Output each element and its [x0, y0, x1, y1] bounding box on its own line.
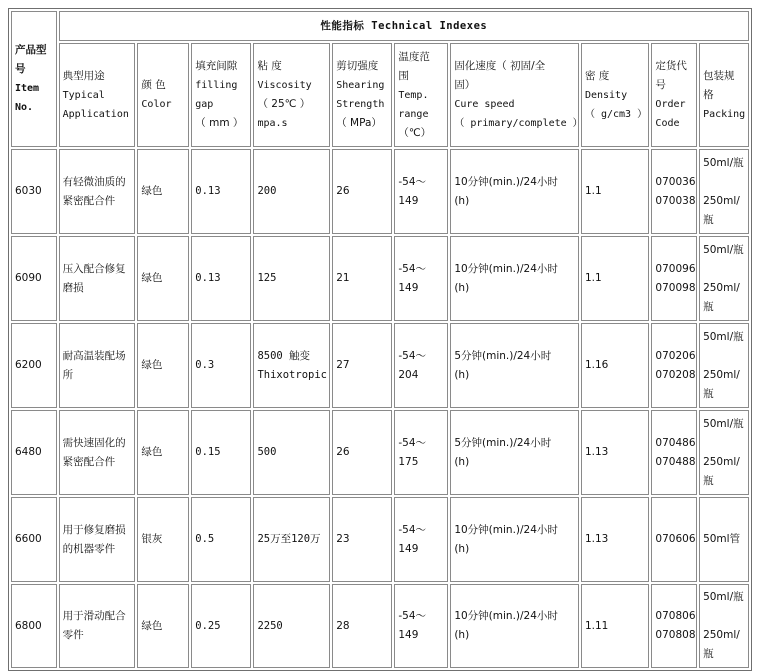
header-row: [11, 43, 749, 147]
cell-packing-line: 瓶: [703, 387, 714, 400]
cell-color: 绿色: [137, 323, 189, 408]
cell-temp-range-line: -54～: [398, 436, 427, 449]
cell-order-code-line: 070486: [655, 436, 696, 449]
cell-temp-range-line: -54～: [398, 349, 427, 362]
cell-filling-gap: 0.15: [191, 410, 251, 495]
header-viscosity: 粘 度 Viscosity （ 25℃ ） mpa.s: [253, 43, 330, 147]
technical-indexes-table: [8, 8, 752, 671]
cell-cure-speed-line: (h): [454, 542, 470, 555]
header-density: 密 度 Density （ g/cm3 ）: [581, 43, 649, 147]
table-row: [11, 410, 749, 495]
cell-density: 1.1: [581, 149, 649, 234]
cell-density: 1.11: [581, 584, 649, 668]
cell-packing-line: 瓶: [703, 474, 714, 487]
header-temp-range: 温度范 围 Temp. range （℃）: [394, 43, 448, 147]
cell-cure-speed-line: (h): [454, 629, 470, 641]
cell-packing-spacer: [703, 347, 745, 366]
cell-item-no: 6600: [11, 497, 57, 582]
cell-shearing-strength: 27: [332, 323, 392, 408]
cell-temp-range: [394, 323, 448, 408]
cell-packing: [699, 584, 749, 668]
cell-packing-line: 250ml/: [703, 368, 740, 381]
header-packing: 包装规 格 Packing: [699, 43, 749, 147]
cell-packing: [699, 236, 749, 321]
cell-temp-range-line: 175: [398, 455, 419, 468]
cell-temp-range: [394, 410, 448, 495]
cell-packing: [699, 323, 749, 408]
cell-color: 绿色: [137, 410, 189, 495]
cell-temp-range-line: -54～: [398, 175, 427, 188]
cell-packing-spacer: [703, 173, 745, 192]
header-item-no: 产品型 号 Item No.: [11, 11, 57, 147]
cell-shearing-strength: 26: [332, 149, 392, 234]
cell-order-code-line: 070098: [655, 281, 696, 294]
table-row: [11, 236, 749, 321]
cell-cure-speed: [450, 149, 579, 234]
cell-packing-line: 瓶: [703, 213, 714, 226]
header-shearing-strength: 剪切强度 Shearing Strength （ MPa）: [332, 43, 392, 147]
cell-density: 1.1: [581, 236, 649, 321]
cell-temp-range-line: 149: [398, 542, 419, 555]
table-row: [11, 149, 749, 234]
cell-order-code-line: 070038: [655, 194, 696, 207]
cell-packing-line: 50ml/瓶: [703, 243, 744, 256]
cell-cure-speed-line: 5分钟(min.)/24小时: [454, 436, 552, 449]
cell-packing-line: 50ml/瓶: [703, 156, 744, 169]
cell-temp-range-line: -54～: [398, 610, 427, 622]
cell-temp-range-line: 149: [398, 194, 419, 207]
cell-application: 耐高温装配场所: [59, 323, 136, 408]
cell-cure-speed-line: 10分钟(min.)/24小时: [454, 523, 558, 536]
header-cure-speed: 固化速度（ 初固/全 固） Cure speed （ primary/complete ）: [450, 43, 579, 147]
cell-order-code: [651, 584, 697, 668]
cell-temp-range-line: 149: [398, 629, 419, 641]
table-row: [11, 584, 749, 668]
cell-packing-line: 250ml/: [703, 194, 740, 207]
cell-packing-line: 瓶: [703, 648, 714, 660]
cell-temp-range-line: -54～: [398, 523, 427, 536]
cell-application: 用于滑动配合零件: [59, 584, 136, 668]
cell-application: 有轻微油质的紧密配合件: [59, 149, 136, 234]
cell-cure-speed: [450, 410, 579, 495]
cell-packing-line: 50ml管: [703, 533, 741, 545]
cell-packing-spacer: [703, 434, 745, 453]
cell-item-no: 6200: [11, 323, 57, 408]
cell-order-code: [651, 323, 697, 408]
header-filling-gap: 填充间隙 filling gap （ mm ）: [191, 43, 251, 147]
cell-viscosity: 25万至120万: [253, 497, 330, 582]
header-color: 颜 色 Color: [137, 43, 189, 147]
cell-temp-range: [394, 584, 448, 668]
cell-viscosity: 125: [253, 236, 330, 321]
cell-order-code: [651, 236, 697, 321]
cell-color: 银灰: [137, 497, 189, 582]
cell-cure-speed-line: (h): [454, 368, 470, 381]
cell-application: 压入配合修复磨损: [59, 236, 136, 321]
cell-color: 绿色: [137, 584, 189, 668]
cell-cure-speed-line: 10分钟(min.)/24小时: [454, 262, 558, 275]
cell-packing-line: 50ml/瓶: [703, 330, 744, 343]
cell-filling-gap: 0.3: [191, 323, 251, 408]
cell-packing-line: 50ml/瓶: [703, 417, 744, 430]
table-row: [11, 497, 749, 582]
cell-cure-speed: [450, 236, 579, 321]
cell-color: 绿色: [137, 236, 189, 321]
cell-color: 绿色: [137, 149, 189, 234]
cell-density: 1.13: [581, 497, 649, 582]
cell-packing: [699, 149, 749, 234]
cell-item-no: 6480: [11, 410, 57, 495]
cell-shearing-strength: 28: [332, 584, 392, 668]
cell-item-no: 6090: [11, 236, 57, 321]
spec-table-container: [8, 8, 752, 660]
cell-packing-line: 250ml/: [703, 281, 740, 294]
cell-temp-range: [394, 149, 448, 234]
cell-order-code-line: 070606: [655, 533, 696, 545]
cell-application: 需快速固化的紧密配合件: [59, 410, 136, 495]
cell-cure-speed-line: 10分钟(min.)/24小时: [454, 175, 558, 188]
cell-viscosity: 200: [253, 149, 330, 234]
cell-temp-range: [394, 497, 448, 582]
cell-application: 用于修复磨损的机器零件: [59, 497, 136, 582]
cell-order-code: [651, 149, 697, 234]
cell-packing: [699, 410, 749, 495]
cell-order-code-line: 070208: [655, 368, 696, 381]
cell-cure-speed-line: (h): [454, 455, 470, 468]
cell-temp-range-line: 149: [398, 281, 419, 294]
cell-packing-line: 50ml/瓶: [703, 591, 744, 603]
cell-order-code-line: 070036: [655, 175, 696, 188]
cell-density: 1.16: [581, 323, 649, 408]
cell-viscosity: 2250: [253, 584, 330, 668]
cell-order-code-line: 070096: [655, 262, 696, 275]
cell-filling-gap: 0.13: [191, 149, 251, 234]
cell-shearing-strength: 26: [332, 410, 392, 495]
cell-viscosity: 500: [253, 410, 330, 495]
cell-packing-spacer: [703, 260, 745, 279]
cell-order-code-line: 070808: [655, 629, 696, 641]
cell-packing-line: 250ml/: [703, 629, 740, 641]
cell-cure-speed-line: (h): [454, 281, 470, 294]
cell-density: 1.13: [581, 410, 649, 495]
cell-item-no: 6800: [11, 584, 57, 668]
cell-packing-line: 250ml/: [703, 455, 740, 468]
cell-shearing-strength: 23: [332, 497, 392, 582]
cell-packing-spacer: [703, 607, 745, 626]
header-application: 典型用途 Typical Application: [59, 43, 136, 147]
table-row: [11, 323, 749, 408]
cell-cure-speed-line: (h): [454, 194, 470, 207]
cell-temp-range: [394, 236, 448, 321]
cell-cure-speed-line: 5分钟(min.)/24小时: [454, 349, 552, 362]
table-body: [11, 149, 749, 668]
cell-order-code: [651, 410, 697, 495]
cell-cure-speed: [450, 497, 579, 582]
header-order-code: 定货代 号 Order Code: [651, 43, 697, 147]
table-title: 性能指标 Technical Indexes: [59, 11, 749, 41]
cell-temp-range-line: 204: [398, 368, 419, 381]
cell-packing-line: 瓶: [703, 300, 714, 313]
cell-filling-gap: 0.5: [191, 497, 251, 582]
cell-order-code: [651, 497, 697, 582]
cell-cure-speed: [450, 584, 579, 668]
cell-cure-speed-line: 10分钟(min.)/24小时: [454, 610, 558, 622]
cell-shearing-strength: 21: [332, 236, 392, 321]
cell-order-code-line: 070806: [655, 610, 696, 622]
cell-item-no: 6030: [11, 149, 57, 234]
cell-filling-gap: 0.13: [191, 236, 251, 321]
cell-temp-range-line: -54～: [398, 262, 427, 275]
cell-order-code-line: 070206: [655, 349, 696, 362]
cell-packing: [699, 497, 749, 582]
cell-order-code-line: 070488: [655, 455, 696, 468]
cell-filling-gap: 0.25: [191, 584, 251, 668]
cell-viscosity: 8500 触变 Thixotropic: [253, 323, 330, 408]
cell-cure-speed: [450, 323, 579, 408]
title-row: [11, 11, 749, 41]
